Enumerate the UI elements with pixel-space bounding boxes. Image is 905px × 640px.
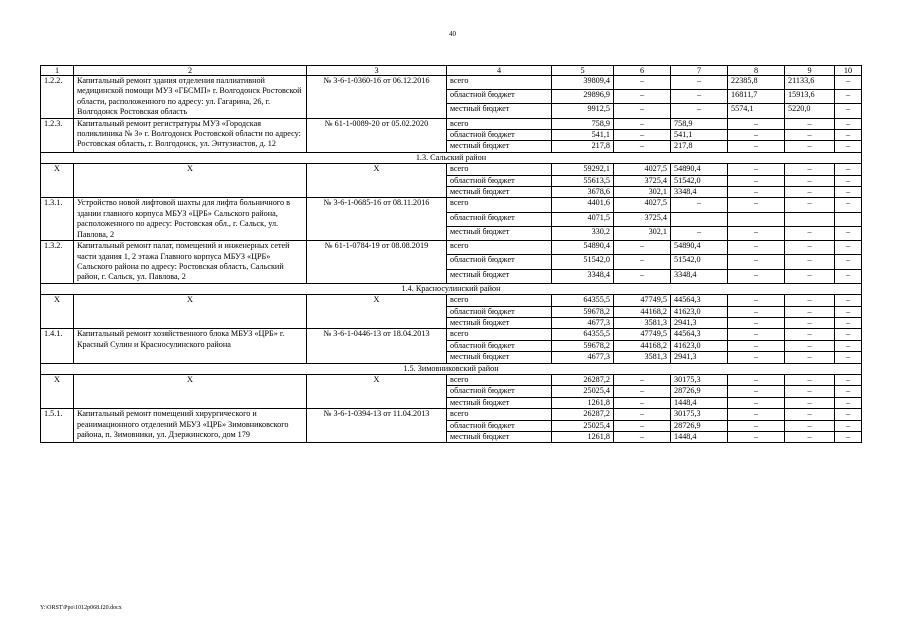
amount-cell: – — [671, 198, 728, 212]
amount-cell: – — [835, 241, 862, 255]
item-document: № 61-1-0784-19 от 08.08.2019 — [307, 241, 447, 284]
amount-cell: – — [728, 187, 785, 198]
budget-source: областной бюджет — [447, 130, 552, 141]
item-number: Х — [41, 295, 74, 329]
amount-cell: – — [835, 104, 862, 118]
budget-source: областной бюджет — [447, 420, 552, 431]
amount-cell: 758,9 — [671, 118, 728, 129]
amount-cell: – — [671, 76, 728, 90]
budget-source: областной бюджет — [447, 90, 552, 104]
amount-cell: 26287,2 — [552, 409, 614, 420]
amount-cell: – — [785, 269, 835, 283]
amount-cell: – — [614, 76, 671, 90]
amount-cell: – — [728, 255, 785, 269]
amount-cell: – — [785, 187, 835, 198]
budget-source: местный бюджет — [447, 432, 552, 443]
amount-cell: 1448,4 — [671, 397, 728, 408]
amount-cell: 21133,6 — [785, 76, 835, 90]
item-document: № 61-1-0089-20 от 05.02.2020 — [307, 118, 447, 152]
amount-cell: – — [785, 374, 835, 385]
amount-cell: 541,1 — [552, 130, 614, 141]
amount-cell: 26287,2 — [552, 374, 614, 385]
amount-cell: 4677,3 — [552, 352, 614, 363]
item-name: Капитальный ремонт хозяйственного блока МБУЗ «ЦРБ» г. Красный Сулин и Красносулинского района — [74, 329, 307, 363]
column-number-cell: 4 — [447, 66, 552, 76]
amount-cell: 44168,2 — [614, 340, 671, 351]
amount-cell: – — [728, 175, 785, 186]
budget-source: местный бюджет — [447, 226, 552, 240]
amount-cell: 51542,0 — [552, 255, 614, 269]
amount-cell: – — [785, 226, 835, 240]
item-document: № 3-6-1-0446-13 от 18.04.2013 — [307, 329, 447, 363]
budget-source: местный бюджет — [447, 352, 552, 363]
amount-cell: – — [785, 420, 835, 431]
amount-cell: 44564,3 — [671, 329, 728, 340]
amount-cell: – — [835, 340, 862, 351]
amount-cell: – — [835, 374, 862, 385]
amount-cell: – — [614, 420, 671, 431]
amount-cell: – — [728, 241, 785, 255]
amount-cell: – — [728, 317, 785, 328]
item-name: Капитальный ремонт здания отделения паллиативной медицинской помощи МУЗ «ГБСМП» г. Волгодонск Ростовской области, расположенного по адресу: ул. Гагарина, 26, г. Волгодонск Ростовская область — [74, 76, 307, 119]
amount-cell: – — [785, 130, 835, 141]
amount-cell: – — [728, 141, 785, 152]
amount-cell: 16811,7 — [728, 90, 785, 104]
amount-cell: 1261,8 — [552, 397, 614, 408]
budget-source: всего — [447, 409, 552, 420]
budget-source: областной бюджет — [447, 386, 552, 397]
budget-source: всего — [447, 374, 552, 385]
item-name: Х — [74, 374, 307, 408]
item-number: 1.5.1. — [41, 409, 74, 443]
item-number: 1.3.2. — [41, 241, 74, 284]
amount-cell: 51542,0 — [671, 175, 728, 186]
budget-source: областной бюджет — [447, 255, 552, 269]
column-number-row — [41, 66, 862, 76]
amount-cell: 15913,6 — [785, 90, 835, 104]
amount-cell: – — [614, 141, 671, 152]
budget-source: областной бюджет — [447, 175, 552, 186]
amount-cell: – — [785, 432, 835, 443]
amount-cell: – — [614, 104, 671, 118]
table-row — [41, 374, 862, 385]
amount-cell: 302,1 — [614, 226, 671, 240]
amount-cell: – — [835, 306, 862, 317]
amount-cell: 47749,5 — [614, 329, 671, 340]
amount-cell: – — [785, 141, 835, 152]
amount-cell: – — [614, 397, 671, 408]
section-row — [41, 152, 862, 163]
amount-cell: – — [728, 295, 785, 306]
amount-cell: – — [785, 175, 835, 186]
table-body — [41, 66, 862, 443]
amount-cell: 54890,4 — [552, 241, 614, 255]
budget-source: всего — [447, 118, 552, 129]
amount-cell: 47749,5 — [614, 295, 671, 306]
amount-cell: – — [728, 420, 785, 431]
amount-cell: – — [614, 374, 671, 385]
budget-source: местный бюджет — [447, 269, 552, 283]
column-number-cell: 5 — [552, 66, 614, 76]
amount-cell: – — [785, 198, 835, 212]
page-number: 40 — [449, 30, 456, 38]
amount-cell: 4401,6 — [552, 198, 614, 212]
file-path-footer: Y:\ORST\Ppo\1012p068.f20.docx — [40, 605, 122, 611]
amount-cell: – — [614, 118, 671, 129]
column-number-cell: 3 — [307, 66, 447, 76]
item-name: Устройство новой лифтовой шахты для лифта больничного в здании главного корпуса МБУЗ «ЦРБ» Сальского района, расположенного по адресу: Ростовская обл., г. Сальск, ул. Павлова, 2 — [74, 198, 307, 241]
item-number: 1.2.2. — [41, 76, 74, 119]
table-row — [41, 198, 862, 212]
amount-cell: 55613,5 — [552, 175, 614, 186]
amount-cell: 302,1 — [614, 187, 671, 198]
budget-source: всего — [447, 329, 552, 340]
item-name: Х — [74, 295, 307, 329]
amount-cell: 3348,4 — [671, 269, 728, 283]
amount-cell: – — [835, 409, 862, 420]
budget-source: местный бюджет — [447, 104, 552, 118]
amount-cell: 41623,0 — [671, 340, 728, 351]
amount-cell: – — [785, 386, 835, 397]
amount-cell: – — [835, 352, 862, 363]
amount-cell: – — [835, 226, 862, 240]
amount-cell: – — [835, 317, 862, 328]
amount-cell: 1448,4 — [671, 432, 728, 443]
amount-cell — [835, 212, 862, 226]
table-row — [41, 295, 862, 306]
section-row — [41, 363, 862, 374]
amount-cell: 30175,3 — [671, 374, 728, 385]
amount-cell: 64355,5 — [552, 329, 614, 340]
column-number-cell: 6 — [614, 66, 671, 76]
amount-cell: 3725,4 — [614, 175, 671, 186]
budget-source: всего — [447, 198, 552, 212]
table-row — [41, 76, 862, 90]
amount-cell: 5220,0 — [785, 104, 835, 118]
amount-cell: – — [835, 386, 862, 397]
amount-cell: 44564,3 — [671, 295, 728, 306]
amount-cell: 28726,9 — [671, 386, 728, 397]
amount-cell: – — [728, 130, 785, 141]
amount-cell: 59678,2 — [552, 340, 614, 351]
amount-cell: – — [671, 104, 728, 118]
amount-cell: 25025,4 — [552, 386, 614, 397]
item-name: Капитальный ремонт регистратуры МУЗ «Городская поликлиника № 3» г. Волгодонск Ростовской области по адресу: Ростовская область, г. Волгодонск, ул. Энтузиастов, д. 12 — [74, 118, 307, 152]
amount-cell: 59292,1 — [552, 164, 614, 175]
table-row — [41, 241, 862, 255]
amount-cell: – — [728, 306, 785, 317]
budget-source: всего — [447, 76, 552, 90]
amount-cell: – — [785, 306, 835, 317]
amount-cell: 54890,4 — [671, 164, 728, 175]
amount-cell: – — [728, 397, 785, 408]
amount-cell: – — [835, 175, 862, 186]
amount-cell: 541,1 — [671, 130, 728, 141]
amount-cell: – — [614, 241, 671, 255]
table-row — [41, 409, 862, 420]
item-name: Х — [74, 164, 307, 198]
amount-cell: – — [614, 432, 671, 443]
amount-cell: – — [785, 255, 835, 269]
amount-cell: – — [785, 397, 835, 408]
amount-cell: – — [785, 295, 835, 306]
amount-cell: – — [728, 386, 785, 397]
amount-cell: 3581,3 — [614, 352, 671, 363]
column-number-cell: 9 — [785, 66, 835, 76]
amount-cell: 217,8 — [671, 141, 728, 152]
amount-cell: 758,9 — [552, 118, 614, 129]
amount-cell: – — [671, 226, 728, 240]
budget-table — [40, 65, 862, 443]
amount-cell: – — [614, 130, 671, 141]
amount-cell: 44168,2 — [614, 306, 671, 317]
amount-cell: – — [785, 409, 835, 420]
amount-cell: – — [785, 352, 835, 363]
amount-cell: – — [785, 118, 835, 129]
amount-cell: 30175,3 — [671, 409, 728, 420]
amount-cell: 217,8 — [552, 141, 614, 152]
amount-cell: 41623,0 — [671, 306, 728, 317]
budget-source: местный бюджет — [447, 141, 552, 152]
column-number-cell: 7 — [671, 66, 728, 76]
amount-cell: – — [614, 269, 671, 283]
budget-source: областной бюджет — [447, 212, 552, 226]
item-number: Х — [41, 374, 74, 408]
amount-cell: 330,2 — [552, 226, 614, 240]
amount-cell: 59678,2 — [552, 306, 614, 317]
amount-cell: – — [728, 409, 785, 420]
amount-cell: – — [835, 432, 862, 443]
amount-cell: – — [835, 329, 862, 340]
budget-source: местный бюджет — [447, 317, 552, 328]
amount-cell: – — [835, 269, 862, 283]
amount-cell: 22385,8 — [728, 76, 785, 90]
amount-cell: 2941,3 — [671, 352, 728, 363]
amount-cell: – — [785, 317, 835, 328]
column-number-cell: 8 — [728, 66, 785, 76]
amount-cell: – — [835, 118, 862, 129]
item-number: Х — [41, 164, 74, 198]
amount-cell: 3348,4 — [671, 187, 728, 198]
amount-cell: 9912,5 — [552, 104, 614, 118]
item-document: Х — [307, 164, 447, 198]
amount-cell: 3678,6 — [552, 187, 614, 198]
budget-source: местный бюджет — [447, 187, 552, 198]
amount-cell: 2941,3 — [671, 317, 728, 328]
item-document: Х — [307, 374, 447, 408]
amount-cell: – — [835, 198, 862, 212]
amount-cell: – — [728, 352, 785, 363]
column-number-cell: 1 — [41, 66, 74, 76]
amount-cell: – — [728, 118, 785, 129]
amount-cell: – — [835, 130, 862, 141]
budget-source: областной бюджет — [447, 340, 552, 351]
amount-cell: – — [835, 295, 862, 306]
amount-cell: – — [785, 241, 835, 255]
amount-cell: – — [728, 329, 785, 340]
amount-cell: – — [835, 255, 862, 269]
table-row — [41, 329, 862, 340]
amount-cell: 4027,5 — [614, 198, 671, 212]
budget-source: местный бюджет — [447, 397, 552, 408]
budget-source: всего — [447, 295, 552, 306]
table-row — [41, 164, 862, 175]
amount-cell: – — [728, 374, 785, 385]
amount-cell: – — [614, 90, 671, 104]
amount-cell: 51542,0 — [671, 255, 728, 269]
item-name: Капитальный ремонт помещений хирургического и реанимационного отделений МБУЗ «ЦРБ» Зимовниковского района, п. Зимовники, ул. Дзержинского, дом 179 — [74, 409, 307, 443]
amount-cell: 54890,4 — [671, 241, 728, 255]
budget-source: областной бюджет — [447, 306, 552, 317]
section-title: 1.4. Красносулинский район — [41, 283, 862, 294]
amount-cell: – — [785, 164, 835, 175]
amount-cell — [728, 212, 785, 226]
amount-cell: – — [614, 386, 671, 397]
amount-cell: – — [728, 164, 785, 175]
item-number: 1.4.1. — [41, 329, 74, 363]
item-number: 1.2.3. — [41, 118, 74, 152]
amount-cell: – — [614, 255, 671, 269]
amount-cell: 4071,5 — [552, 212, 614, 226]
amount-cell: – — [785, 329, 835, 340]
amount-cell: – — [728, 198, 785, 212]
amount-cell: – — [835, 76, 862, 90]
item-document: Х — [307, 295, 447, 329]
amount-cell: 1261,8 — [552, 432, 614, 443]
amount-cell: 28726,9 — [671, 420, 728, 431]
amount-cell: 4027,5 — [614, 164, 671, 175]
amount-cell: 4677,3 — [552, 317, 614, 328]
item-number: 1.3.1. — [41, 198, 74, 241]
amount-cell: – — [835, 420, 862, 431]
item-document: № 3-6-1-0394-13 от 11.04.2013 — [307, 409, 447, 443]
amount-cell: 3725,4 — [614, 212, 671, 226]
amount-cell: – — [671, 90, 728, 104]
amount-cell: 29896,9 — [552, 90, 614, 104]
amount-cell: – — [835, 397, 862, 408]
amount-cell: 3348,4 — [552, 269, 614, 283]
column-number-cell: 10 — [835, 66, 862, 76]
section-row — [41, 283, 862, 294]
amount-cell — [785, 212, 835, 226]
amount-cell: – — [728, 340, 785, 351]
amount-cell: 5574,1 — [728, 104, 785, 118]
amount-cell: – — [785, 340, 835, 351]
amount-cell: – — [728, 226, 785, 240]
amount-cell: – — [728, 432, 785, 443]
section-title: 1.5. Зимовниковский район — [41, 363, 862, 374]
budget-source: всего — [447, 241, 552, 255]
amount-cell: – — [614, 409, 671, 420]
amount-cell: 3581,3 — [614, 317, 671, 328]
amount-cell: – — [835, 187, 862, 198]
column-number-cell: 2 — [74, 66, 307, 76]
amount-cell: – — [835, 90, 862, 104]
amount-cell: – — [728, 269, 785, 283]
amount-cell: 64355,5 — [552, 295, 614, 306]
budget-source: всего — [447, 164, 552, 175]
amount-cell: – — [835, 164, 862, 175]
amount-cell: 25025,4 — [552, 420, 614, 431]
item-document: № 3-6-1-0360-16 от 06.12.2016 — [307, 76, 447, 119]
table-row — [41, 118, 862, 129]
amount-cell: 39809,4 — [552, 76, 614, 90]
section-title: 1.3. Сальский район — [41, 152, 862, 163]
amount-cell — [671, 212, 728, 226]
amount-cell: – — [835, 141, 862, 152]
item-name: Капитальный ремонт палат, помещений и инженерных сетей части здания 1, 2 этажа Главного корпуса МБУЗ «ЦРБ» Сальского района по адресу: Ростовская область, Сальский район, г. Сальск, ул. Павлова, 2 — [74, 241, 307, 284]
item-document: № 3-6-1-0685-16 от 08.11.2016 — [307, 198, 447, 241]
